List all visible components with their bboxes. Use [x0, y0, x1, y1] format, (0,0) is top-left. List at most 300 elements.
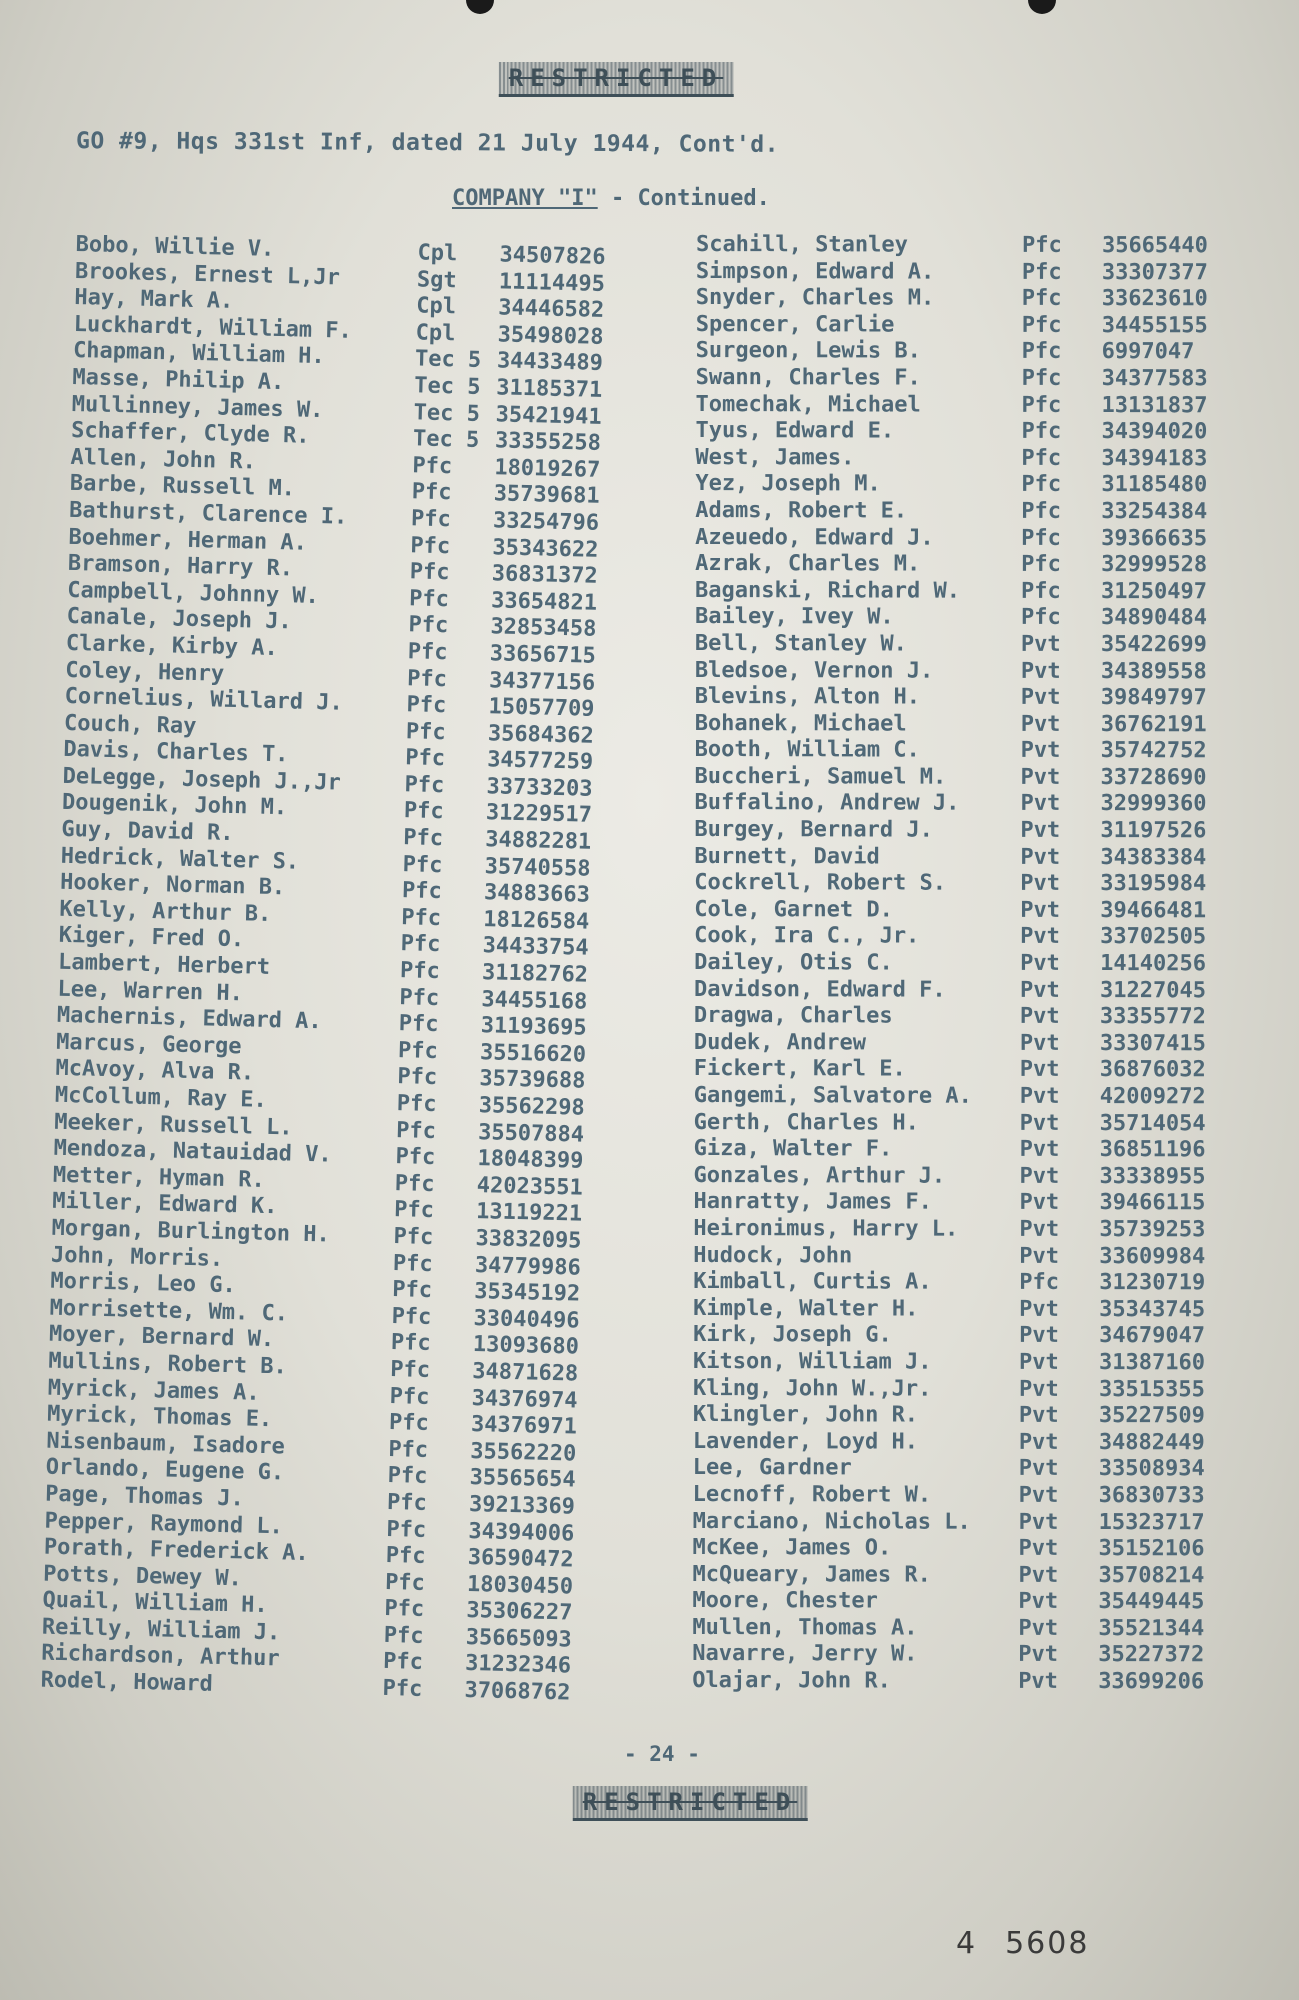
serial-number: 34377583 — [1101, 366, 1208, 392]
soldier-name: Buffalino, Andrew J. — [694, 790, 960, 817]
serial-number: 39466481 — [1100, 897, 1207, 924]
soldier-name: Scahill, Stanley — [695, 232, 908, 258]
soldier-name: Canale, Joseph J. — [66, 604, 293, 635]
soldier-name: Luckhardt, William F. — [73, 311, 353, 344]
serial-number: 34883663 — [483, 880, 591, 909]
soldier-rank: Pfc — [406, 692, 447, 719]
serial-number: 31230719 — [1099, 1270, 1206, 1296]
soldier-rank: Pfc — [385, 1543, 426, 1570]
soldier-name: Nisenbaum, Isadore — [46, 1428, 286, 1460]
roster-row — [694, 977, 1234, 1005]
soldier-name: Schaffer, Clyde R. — [70, 418, 310, 449]
serial-number: 35739688 — [479, 1066, 586, 1095]
serial-number: 18126584 — [483, 907, 590, 935]
serial-number: 33656715 — [489, 641, 597, 669]
soldier-name: Mullen, Thomas A. — [692, 1614, 918, 1641]
serial-number: 18030450 — [466, 1571, 574, 1600]
soldier-rank: Pfc — [402, 851, 443, 878]
serial-number: 35343745 — [1099, 1296, 1206, 1323]
soldier-rank: Pvt — [1018, 1562, 1059, 1588]
serial-number: 31232346 — [464, 1651, 572, 1679]
soldier-rank: Pvt — [1018, 1482, 1059, 1508]
soldier-name: McCollum, Ray E. — [54, 1082, 268, 1113]
roster-row — [694, 950, 1234, 978]
roster-row — [692, 1615, 1232, 1643]
soldier-name: Clarke, Kirby A. — [65, 630, 279, 661]
soldier-name: Bledsoe, Vernon J. — [694, 657, 934, 684]
soldier-rank: Pfc — [396, 1091, 437, 1118]
soldier-rank: Tec 5 — [414, 346, 482, 374]
soldier-name: DeLegge, Joseph J.,Jr — [62, 763, 342, 796]
serial-number: 35521344 — [1098, 1615, 1205, 1642]
roster-row — [695, 418, 1235, 446]
soldier-name: Allen, John R. — [70, 444, 257, 475]
soldier-name: Orlando, Eugene G. — [45, 1454, 285, 1486]
serial-number: 33728690 — [1100, 764, 1207, 791]
soldier-rank: Pfc — [388, 1436, 429, 1463]
soldier-name: Bathurst, Clarence I. — [68, 497, 348, 530]
soldier-rank: Tec 5 — [414, 373, 481, 400]
serial-number: 34377156 — [488, 667, 596, 696]
soldier-name: Davis, Charles T. — [63, 737, 289, 768]
soldier-rank: Pfc — [389, 1383, 430, 1410]
roster-right-column — [692, 232, 1236, 1696]
roster-row — [695, 551, 1235, 579]
roster-row — [694, 1030, 1234, 1058]
roster-row — [695, 657, 1235, 685]
soldier-rank: Pfc — [397, 1064, 438, 1091]
soldier-rank: Pvt — [1019, 1323, 1059, 1349]
serial-number: 33702505 — [1100, 924, 1207, 950]
page-number: - 24 - — [624, 1742, 700, 1766]
soldier-name: Bohanek, Michael — [694, 710, 907, 737]
serial-number: 36851196 — [1099, 1137, 1206, 1163]
soldier-name: Davidson, Edward F. — [693, 976, 946, 1003]
soldier-name: Machernis, Edward A. — [56, 1002, 322, 1035]
soldier-name: Meeker, Russell L. — [53, 1109, 293, 1141]
soldier-rank: Pfc — [393, 1197, 435, 1224]
serial-number: 32999528 — [1101, 552, 1208, 578]
serial-number: 33040496 — [473, 1305, 580, 1334]
soldier-name: Porath, Frederick A. — [43, 1534, 309, 1567]
soldier-name: Mendoza, Natauidad V. — [53, 1135, 332, 1168]
binder-hole — [1028, 0, 1056, 14]
soldier-name: Booth, William C. — [694, 737, 920, 763]
serial-number: 36762191 — [1100, 711, 1207, 738]
serial-number: 34394020 — [1101, 419, 1208, 445]
roster-row — [693, 1216, 1233, 1244]
soldier-rank: Pfc — [1021, 498, 1062, 524]
serial-number: 35708214 — [1098, 1562, 1205, 1589]
soldier-rank: Pfc — [398, 1011, 439, 1038]
soldier-rank: Pvt — [1019, 1216, 1060, 1242]
roster-row — [693, 1455, 1233, 1483]
soldier-rank: Pvt — [1019, 1004, 1060, 1030]
soldier-rank: Pfc — [395, 1144, 436, 1171]
roster-row — [696, 259, 1236, 287]
roster-row — [694, 1110, 1234, 1138]
soldier-rank: Pfc — [401, 905, 442, 931]
soldier-rank: Pfc — [388, 1410, 430, 1437]
order-header: GO #9, Hqs 331st Inf, dated 21 July 1944, Cont'd. — [75, 128, 780, 158]
soldier-rank: Pfc — [411, 479, 452, 506]
soldier-name: Potts, Dewey W. — [42, 1561, 243, 1592]
roster-row — [694, 1003, 1234, 1031]
soldier-rank: Pfc — [406, 665, 448, 692]
soldier-name: Gerth, Charles H. — [693, 1109, 919, 1136]
soldier-rank: Pvt — [1020, 950, 1060, 976]
serial-number: 31182762 — [481, 960, 589, 988]
serial-number: 34394006 — [468, 1518, 575, 1547]
soldier-rank: Pvt — [1020, 711, 1061, 737]
soldier-name: Giza, Walter F. — [693, 1136, 893, 1162]
serial-number: 35739681 — [493, 481, 600, 510]
serial-number: 31250497 — [1101, 578, 1208, 605]
roster-row — [695, 684, 1235, 712]
serial-number: 36831372 — [491, 561, 599, 589]
soldier-rank: Pvt — [1020, 684, 1061, 711]
soldier-rank: Pfc — [391, 1303, 432, 1330]
roster-row — [694, 897, 1234, 925]
soldier-rank: Pvt — [1018, 1589, 1059, 1615]
serial-number: 35152106 — [1098, 1536, 1205, 1562]
soldier-name: Fickert, Karl E. — [693, 1056, 906, 1082]
restricted-stamp-bottom: RESTRICTED — [573, 1786, 808, 1821]
soldier-rank: Tec 5 — [412, 426, 480, 454]
roster-row — [693, 1402, 1233, 1430]
roster-row — [693, 1349, 1233, 1377]
soldier-name: Gangemi, Salvatore A. — [693, 1082, 972, 1109]
soldier-name: Coley, Henry — [64, 657, 225, 687]
serial-number: 31387160 — [1099, 1349, 1206, 1376]
company-heading — [452, 186, 770, 211]
serial-number: 35306227 — [466, 1598, 573, 1626]
soldier-rank: Pfc — [386, 1516, 427, 1543]
soldier-name: Hedrick, Walter S. — [60, 843, 300, 875]
serial-number: 33515355 — [1098, 1376, 1205, 1402]
serial-number: 34433754 — [482, 933, 589, 962]
soldier-rank: Pvt — [1019, 1190, 1060, 1216]
soldier-rank: Pfc — [1021, 392, 1062, 418]
soldier-name: Myrick, Thomas E. — [46, 1401, 273, 1433]
serial-number: 34577259 — [486, 747, 594, 776]
serial-number: 35227509 — [1098, 1403, 1205, 1429]
soldier-name: Burgey, Bernard J. — [694, 817, 933, 843]
roster-row — [694, 870, 1234, 898]
soldier-name: Richardson, Arthur — [40, 1641, 280, 1672]
archive-number: 5608 — [1005, 1926, 1090, 1961]
soldier-name: Baganski, Richard W. — [695, 577, 961, 604]
soldier-rank: Pfc — [392, 1250, 433, 1277]
soldier-rank: Sgt — [416, 266, 457, 293]
soldier-rank: Pfc — [391, 1277, 433, 1304]
soldier-rank: Pfc — [405, 718, 446, 745]
soldier-name: Chapman, William H. — [72, 338, 325, 370]
soldier-name: Lecnoff, Robert W. — [692, 1481, 932, 1508]
serial-number: 33195984 — [1100, 871, 1207, 897]
serial-number: 33609984 — [1099, 1243, 1206, 1269]
soldier-rank: Pvt — [1019, 1243, 1060, 1269]
soldier-rank: Cpl — [415, 293, 457, 320]
serial-number: 39849797 — [1100, 685, 1207, 711]
roster-row — [696, 338, 1236, 366]
serial-number: 6997047 — [1101, 339, 1195, 365]
serial-number: 34507826 — [499, 242, 606, 270]
roster-row — [693, 1243, 1233, 1271]
serial-number: 33508934 — [1098, 1456, 1205, 1482]
serial-number: 35684362 — [487, 720, 595, 749]
soldier-name: Bobo, Willie V. — [75, 232, 275, 262]
soldier-name: Pepper, Raymond L. — [44, 1508, 284, 1539]
serial-number: 35227372 — [1098, 1642, 1205, 1668]
soldier-name: Simpson, Edward A. — [695, 258, 935, 285]
soldier-name: Dougenik, John M. — [61, 790, 288, 821]
soldier-rank: Pfc — [1021, 286, 1062, 312]
roster-row — [694, 1056, 1234, 1084]
serial-number: 33699206 — [1098, 1669, 1205, 1695]
soldier-rank: Pvt — [1020, 658, 1061, 684]
serial-number: 34446582 — [497, 295, 605, 324]
soldier-name: Moore, Chester — [692, 1588, 878, 1614]
serial-number: 18019267 — [494, 455, 601, 483]
roster-row — [696, 312, 1236, 340]
serial-number: 33307415 — [1099, 1030, 1206, 1057]
serial-number: 31185480 — [1101, 472, 1208, 498]
serial-number: 34433489 — [496, 348, 604, 377]
archive-stamp-number — [956, 1926, 1089, 1961]
serial-number: 35562220 — [470, 1438, 577, 1467]
soldier-rank: Pfc — [389, 1356, 431, 1383]
serial-number: 33623610 — [1101, 286, 1208, 312]
soldier-rank: Pfc — [407, 639, 448, 666]
soldier-rank: Pfc — [393, 1224, 434, 1250]
soldier-name: Barbe, Russell M. — [69, 471, 296, 502]
roster-row — [693, 1429, 1233, 1457]
soldier-rank: Pfc — [399, 984, 440, 1011]
soldier-rank: Pfc — [1021, 578, 1061, 604]
soldier-name: Marciano, Nicholas L. — [692, 1508, 971, 1535]
soldier-rank: Pvt — [1019, 1349, 1059, 1375]
soldier-name: Azeuedo, Edward J. — [695, 524, 934, 551]
soldier-rank: Pvt — [1020, 924, 1060, 950]
soldier-rank: Pvt — [1019, 1030, 1060, 1056]
soldier-rank: Pfc — [394, 1170, 435, 1197]
serial-number: 35507884 — [477, 1119, 585, 1148]
serial-number: 33307377 — [1101, 259, 1208, 285]
soldier-rank: Tec 5 — [413, 399, 481, 427]
roster-row — [694, 790, 1234, 818]
soldier-name: Yez, Joseph M. — [695, 471, 881, 497]
serial-number: 15323717 — [1098, 1509, 1205, 1535]
soldier-rank: Pfc — [403, 798, 444, 825]
soldier-rank: Pvt — [1018, 1535, 1059, 1562]
serial-number: 34871628 — [471, 1358, 579, 1387]
roster-row — [694, 817, 1234, 845]
soldier-name: Page, Thomas J. — [44, 1481, 245, 1512]
serial-number: 34376974 — [471, 1385, 578, 1414]
soldier-rank: Pvt — [1019, 1296, 1059, 1322]
soldier-rank: Pfc — [1021, 312, 1062, 338]
soldier-name: Navarre, Jerry W. — [692, 1641, 918, 1668]
soldier-name: Kling, John W.,Jr. — [692, 1375, 932, 1402]
serial-number: 35516620 — [479, 1039, 587, 1068]
serial-number: 35345192 — [473, 1279, 581, 1307]
serial-number: 35739253 — [1099, 1217, 1206, 1243]
soldier-name: Klingler, John R. — [692, 1402, 919, 1428]
serial-number: 36590472 — [467, 1545, 574, 1573]
soldier-rank: Pfc — [397, 1037, 439, 1064]
soldier-rank: Pfc — [412, 453, 453, 480]
serial-number: 39466115 — [1099, 1190, 1206, 1216]
soldier-rank: Pvt — [1019, 1137, 1060, 1163]
soldier-name: Bailey, Ivey W. — [694, 604, 894, 630]
archive-prefix: 4 — [956, 1926, 978, 1961]
soldier-rank: Pfc — [382, 1649, 424, 1676]
soldier-name: Bell, Stanley W. — [694, 630, 907, 657]
soldier-name: Tyus, Edward E. — [695, 418, 895, 444]
soldier-rank: Pvt — [1020, 844, 1061, 870]
serial-number: 15057709 — [488, 694, 595, 722]
soldier-name: Morrisette, Wm. C. — [49, 1295, 289, 1327]
serial-number: 31193695 — [480, 1013, 587, 1041]
soldier-name: Kimple, Walter H. — [693, 1295, 919, 1322]
soldier-rank: Pfc — [1021, 339, 1062, 365]
soldier-rank: Pfc — [1021, 232, 1062, 258]
serial-number: 33254796 — [492, 508, 600, 536]
soldier-name: Hay, Mark A. — [74, 285, 234, 315]
soldier-rank: Pfc — [410, 532, 451, 559]
serial-number: 42023551 — [476, 1172, 584, 1201]
restricted-stamp-top: RESTRICTED — [499, 62, 734, 97]
soldier-name: Mullins, Robert B. — [48, 1348, 288, 1380]
soldier-name: Miller, Edward K. — [51, 1189, 278, 1220]
soldier-rank: Pvt — [1019, 1110, 1060, 1136]
serial-number: 34394183 — [1101, 445, 1208, 472]
soldier-rank: Pvt — [1018, 1376, 1059, 1402]
soldier-name: Morgan, Burlington H. — [51, 1215, 331, 1248]
soldier-name: Hudock, John — [693, 1242, 853, 1268]
soldier-name: Campbell, Johnny W. — [66, 577, 320, 609]
serial-number: 35742752 — [1100, 738, 1207, 764]
soldier-name: Rodel, Howard — [40, 1667, 214, 1697]
roster-row — [693, 1482, 1233, 1510]
soldier-name: Kimball, Curtis A. — [693, 1269, 932, 1295]
soldier-rank: Pvt — [1019, 1163, 1060, 1189]
soldier-name: Dragwa, Charles — [693, 1003, 893, 1029]
soldier-name: Spencer, Carlie — [695, 311, 895, 338]
soldier-rank: Pvt — [1020, 897, 1061, 923]
roster-row — [695, 711, 1235, 739]
soldier-rank: Pfc — [1021, 445, 1062, 471]
soldier-name: Kirk, Joseph G. — [693, 1322, 892, 1348]
roster-row — [693, 1508, 1233, 1536]
soldier-rank: Pfc — [1021, 551, 1061, 578]
soldier-rank: Pfc — [400, 931, 441, 958]
soldier-name: West, James. — [695, 444, 855, 471]
soldier-rank: Pvt — [1018, 1456, 1059, 1482]
soldier-rank: Pfc — [1021, 365, 1062, 391]
soldier-name: Lambert, Herbert — [57, 949, 271, 980]
soldier-rank: Pfc — [387, 1463, 428, 1490]
soldier-name: Hanratty, James F. — [693, 1189, 932, 1215]
soldier-name: Myrick, James A. — [47, 1375, 260, 1406]
soldier-name: Dudek, Andrew — [693, 1029, 867, 1056]
soldier-rank: Pfc — [1021, 259, 1062, 285]
roster-row — [692, 1588, 1232, 1616]
soldier-rank: Pfc — [408, 612, 449, 639]
serial-number: 31197526 — [1100, 818, 1207, 844]
soldier-rank: Pfc — [384, 1569, 426, 1596]
soldier-name: McQueary, James R. — [692, 1561, 931, 1588]
soldier-rank: Pvt — [1018, 1509, 1059, 1535]
soldier-rank: Pfc — [1019, 1270, 1060, 1296]
roster-row — [693, 1269, 1233, 1297]
soldier-name: Adams, Robert E. — [695, 497, 908, 524]
soldier-rank: Cpl — [415, 320, 456, 347]
soldier-rank: Pfc — [382, 1675, 423, 1702]
roster-row — [694, 1083, 1234, 1111]
serial-number: 39213369 — [468, 1491, 576, 1520]
roster-row — [692, 1668, 1232, 1696]
serial-number: 31227045 — [1099, 977, 1207, 1003]
soldier-name: Dailey, Otis C. — [694, 950, 893, 976]
soldier-name: Brookes, Ernest L,Jr — [74, 258, 341, 291]
roster-row — [694, 1136, 1234, 1164]
soldier-rank: Pfc — [1021, 419, 1062, 445]
roster-row — [692, 1562, 1232, 1590]
soldier-rank: Pfc — [386, 1489, 428, 1516]
soldier-name: Heironimus, Harry L. — [693, 1215, 959, 1242]
soldier-name: Couch, Ray — [63, 710, 197, 739]
soldier-name: Quail, William H. — [42, 1587, 268, 1619]
serial-number: 42009272 — [1099, 1084, 1206, 1110]
serial-number: 35498028 — [497, 322, 604, 350]
serial-number: 31229517 — [485, 800, 593, 829]
soldier-rank: Pvt — [1018, 1615, 1059, 1641]
serial-number: 33832095 — [475, 1226, 582, 1254]
serial-number: 11114495 — [498, 268, 606, 297]
roster-row — [693, 1163, 1233, 1191]
soldier-name: Hooker, Norman B. — [59, 870, 286, 901]
serial-number: 35565654 — [469, 1465, 576, 1493]
soldier-rank: Pfc — [390, 1330, 431, 1357]
roster-row — [696, 232, 1236, 260]
soldier-rank: Pfc — [404, 745, 446, 772]
soldier-name: Burnett, David — [694, 843, 880, 870]
soldier-rank: Pfc — [408, 585, 450, 612]
serial-number: 35562298 — [478, 1093, 586, 1121]
serial-number: 34383384 — [1100, 844, 1207, 870]
soldier-name: Olajar, John R. — [692, 1668, 891, 1694]
serial-number: 34882281 — [484, 827, 592, 855]
serial-number: 13093680 — [472, 1332, 580, 1360]
roster-row — [696, 365, 1236, 393]
soldier-name: Surgeon, Lewis B. — [695, 338, 921, 364]
serial-number: 31185371 — [496, 375, 603, 403]
roster-row — [695, 764, 1235, 792]
serial-number: 33338955 — [1099, 1163, 1206, 1190]
soldier-rank: Pfc — [404, 772, 445, 799]
soldier-name: Lavender, Loyd H. — [692, 1428, 919, 1455]
soldier-rank: Pvt — [1020, 738, 1061, 764]
soldier-name: Tomechak, Michael — [695, 391, 921, 418]
roster-row — [693, 1535, 1233, 1563]
roster-row — [694, 923, 1234, 951]
roster-row — [696, 392, 1236, 420]
serial-number: 34376971 — [470, 1412, 578, 1440]
roster-row — [695, 631, 1235, 659]
serial-number: 35665440 — [1101, 233, 1208, 259]
